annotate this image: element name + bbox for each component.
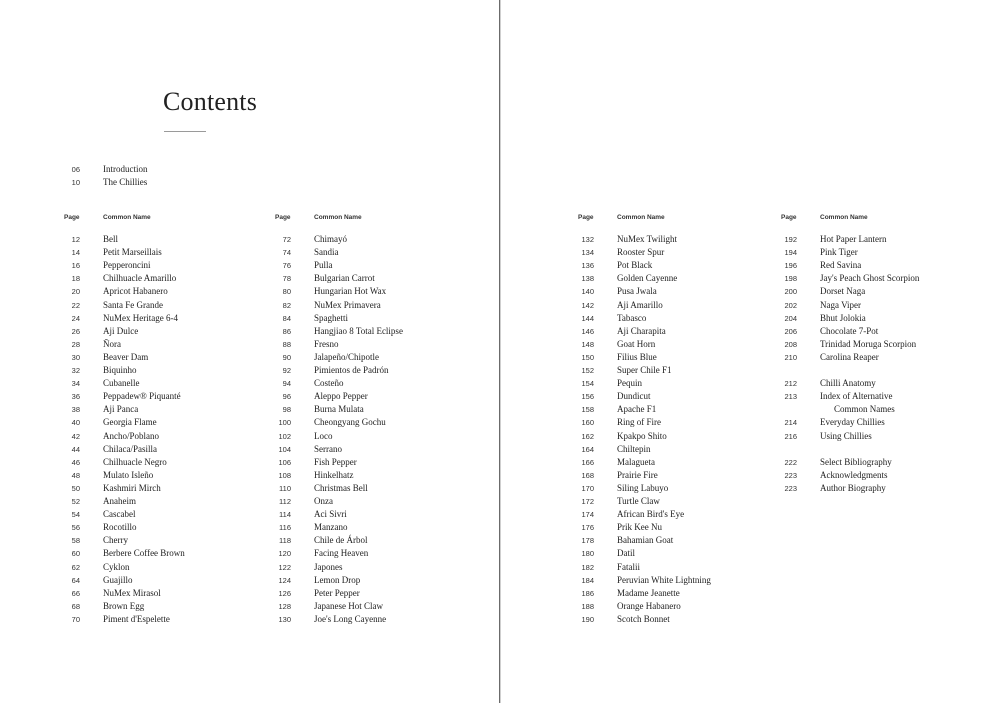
entry-page-number: 200 — [784, 287, 797, 297]
entry-page-number: 28 — [71, 339, 80, 349]
contents-entry-link[interactable]: Jay's Peach Ghost Scorpion — [820, 273, 920, 284]
contents-entry-link[interactable]: Trinidad Moruga Scorpion — [820, 338, 917, 349]
column-header-page: Page — [578, 214, 594, 221]
contents-entry-link[interactable]: Cubanelle — [103, 378, 140, 389]
contents-entry-link[interactable]: Serrano — [314, 443, 342, 454]
contents-entry-link[interactable]: Author Biography — [820, 482, 886, 493]
entry-page-number: 196 — [784, 261, 797, 271]
contents-entry-link[interactable]: Chilhuacle Amarillo — [103, 273, 177, 284]
contents-entry-link[interactable]: Ring of Fire — [617, 417, 661, 428]
contents-entry-link[interactable]: NuMex Mirasol — [103, 587, 161, 598]
contents-entry-link[interactable]: Bhut Jolokia — [820, 312, 866, 323]
contents-entry-link[interactable]: Kpakpo Shito — [617, 430, 667, 441]
contents-entry-link[interactable]: Acknowledgments — [820, 469, 888, 480]
entry-page-number: 118 — [279, 536, 291, 546]
contents-entry-link[interactable]: Datil — [617, 548, 635, 559]
entry-page-number: 210 — [784, 352, 797, 362]
entry-page-number: 58 — [71, 536, 80, 546]
entry-page-number: 172 — [581, 497, 594, 506]
contents-entry-link[interactable]: Peruvian White Lightning — [617, 574, 711, 585]
entry-page-number: 184 — [581, 575, 594, 585]
contents-entry-link[interactable]: Scotch Bonnet — [617, 613, 670, 624]
contents-entry-link[interactable]: Hungarian Hot Wax — [314, 286, 387, 297]
entry-page-number: 168 — [581, 470, 594, 480]
entry-page-number: 223 — [784, 470, 797, 480]
contents-entry-link[interactable]: Golden Cayenne — [617, 273, 678, 284]
entry-page-number: 214 — [784, 418, 797, 428]
intro-page-number: 06 — [71, 165, 80, 174]
contents-entry-link[interactable]: Rocotillo — [103, 522, 137, 533]
entry-page-number: 134 — [581, 248, 594, 258]
entry-page-number: 223 — [784, 483, 797, 493]
entry-page-number: 38 — [71, 405, 80, 415]
contents-entry-link[interactable]: Peppadew® Piquanté — [103, 391, 181, 402]
contents-entry-link[interactable]: Prairie Fire — [617, 469, 658, 480]
contents-entry-link[interactable]: NuMex Twilight — [617, 234, 677, 244]
contents-entry-link[interactable]: Chocolate 7-Pot — [820, 325, 879, 336]
entry-page-number: 166 — [581, 457, 594, 467]
contents-entry-link[interactable]: Ancho/Poblano — [103, 430, 159, 441]
entry-page-number: 212 — [784, 379, 797, 389]
entry-page-number: 76 — [282, 261, 291, 271]
contents-entry-link[interactable]: Madame Jeanette — [617, 587, 680, 598]
entry-page-number: 110 — [279, 483, 291, 493]
contents-entry-link[interactable]: Hinkelhatz — [314, 469, 354, 480]
entry-page-number: 30 — [71, 352, 80, 362]
entry-page-number: 116 — [279, 523, 291, 533]
entry-page-number: 80 — [282, 287, 291, 297]
entry-page-number: 34 — [71, 379, 80, 389]
entry-page-number: 66 — [71, 588, 80, 598]
column-header-common-name: Common Name — [103, 214, 151, 221]
contents-entry-link[interactable]: Turtle Claw — [617, 496, 660, 506]
entry-page-number: 186 — [581, 588, 594, 598]
column-header-common-name: Common Name — [617, 214, 665, 221]
entry-page-number: 64 — [71, 575, 80, 585]
entry-page-number: 140 — [581, 287, 594, 297]
entry-page-number: 72 — [282, 235, 291, 244]
entry-page-number: 206 — [784, 326, 797, 336]
contents-entry-link[interactable]: NuMex Heritage 6-4 — [103, 312, 178, 323]
entry-page-number: 114 — [279, 510, 291, 520]
contents-entry-link[interactable]: Common Names — [834, 404, 895, 415]
entry-page-number: 96 — [282, 392, 291, 402]
entry-page-number: 198 — [784, 274, 797, 284]
entry-page-number: 150 — [581, 352, 594, 362]
contents-entry-link[interactable]: African Bird's Eye — [617, 509, 685, 520]
contents-entry-link[interactable]: Piment d'Espelette — [103, 613, 170, 624]
entry-page-number: 158 — [581, 405, 594, 415]
contents-entry-link[interactable]: Onza — [314, 496, 333, 506]
contents-entry-link[interactable]: Biquinho — [103, 365, 137, 375]
entry-page-number: 202 — [784, 300, 797, 310]
entry-page-number: 24 — [71, 313, 80, 323]
contents-entry-link[interactable]: Kashmiri Mirch — [103, 482, 161, 493]
entry-page-number: 56 — [71, 523, 80, 533]
entry-page-number: 90 — [282, 352, 291, 362]
contents-entry-link[interactable]: Christmas Bell — [314, 482, 368, 493]
contents-entry-link[interactable]: Aji Dulce — [103, 325, 139, 336]
title-underline — [164, 131, 206, 132]
contents-entry-link[interactable]: Joe's Long Cayenne — [314, 613, 387, 624]
entry-page-number: 208 — [784, 339, 797, 349]
contents-entry-link[interactable]: Loco — [314, 430, 333, 441]
contents-entry-link[interactable]: Fatalii — [617, 561, 640, 572]
entry-page-number: 16 — [71, 261, 80, 271]
contents-entry-link[interactable]: Lemon Drop — [314, 574, 361, 585]
contents-entry-link[interactable]: Orange Habanero — [617, 600, 681, 611]
contents-entry-link[interactable]: Aleppo Pepper — [314, 391, 368, 402]
column-header-common-name: Common Name — [314, 214, 362, 221]
contents-entry-link[interactable]: Japones — [314, 561, 343, 572]
contents-entry-link[interactable]: Burna Mulata — [314, 404, 364, 415]
contents-entry-link[interactable]: Cherry — [103, 535, 128, 546]
entry-page-number: 188 — [581, 601, 594, 611]
page-title: Contents — [163, 87, 258, 116]
contents-entry-link[interactable]: Ñora — [103, 338, 121, 349]
contents-entry-link[interactable]: Chile de Árbol — [314, 535, 368, 546]
entry-page-number: 20 — [71, 287, 80, 297]
contents-entry-link[interactable]: Super Chile F1 — [617, 365, 672, 375]
entry-page-number: 182 — [581, 562, 594, 572]
entry-page-number: 192 — [784, 235, 797, 244]
entry-page-number: 98 — [282, 405, 291, 415]
column-header-page: Page — [64, 214, 80, 221]
contents-entry-link[interactable]: Fish Pepper — [314, 456, 357, 467]
entry-page-number: 222 — [784, 457, 797, 467]
contents-entry-link[interactable]: Index of Alternative — [820, 391, 893, 402]
entry-page-number: 50 — [71, 483, 80, 493]
contents-entry-link[interactable]: Pequin — [617, 378, 643, 389]
column-header-common-name: Common Name — [820, 214, 868, 221]
contents-entry-link[interactable]: Aji Charapita — [617, 325, 666, 336]
entry-page-number: 46 — [71, 457, 80, 467]
entry-page-number: 126 — [278, 588, 291, 598]
contents-entry-link[interactable]: Peter Pepper — [314, 587, 360, 598]
contents-entry-link[interactable]: Tabasco — [617, 312, 647, 323]
entry-page-number: 112 — [279, 497, 291, 506]
contents-entry-link[interactable]: Spaghetti — [314, 312, 348, 323]
contents-entry-link[interactable]: Bahamian Goat — [617, 535, 674, 546]
entry-page-number: 142 — [581, 300, 594, 310]
contents-entry-link[interactable]: Prik Kee Nu — [617, 522, 662, 533]
entry-page-number: 174 — [581, 510, 594, 520]
entry-page-number: 100 — [278, 418, 291, 428]
entry-page-number: 62 — [71, 562, 80, 572]
entry-page-number: 124 — [278, 575, 291, 585]
contents-entry-link[interactable]: Costeño — [314, 378, 344, 389]
contents-entry-link[interactable]: Rooster Spur — [617, 247, 665, 258]
contents-entry-link[interactable]: Dorset Naga — [820, 286, 866, 297]
contents-entry-link[interactable]: Brown Egg — [103, 600, 145, 611]
contents-entry-link[interactable]: Naga Viper — [820, 299, 862, 310]
entry-page-number: 52 — [71, 497, 80, 506]
contents-entry-link[interactable]: Red Savina — [820, 260, 862, 271]
entry-page-number: 162 — [581, 431, 594, 441]
entry-page-number: 60 — [71, 549, 80, 559]
entry-page-number: 44 — [71, 444, 80, 454]
contents-entry-link[interactable]: Aji Panca — [103, 404, 139, 415]
contents-entry-link[interactable]: Sandia — [314, 247, 339, 258]
entry-page-number: 94 — [282, 379, 291, 389]
entry-page-number: 154 — [581, 379, 594, 389]
contents-entry-link[interactable]: Chilli Anatomy — [820, 378, 876, 389]
contents-entry-link[interactable]: Apache F1 — [617, 404, 657, 415]
contents-entry-link[interactable]: Georgia Flame — [103, 417, 157, 428]
entry-page-number: 138 — [581, 274, 594, 284]
contents-entry-link[interactable]: Pepperoncini — [103, 260, 151, 271]
contents-entry-link[interactable]: Hot Paper Lantern — [820, 234, 887, 244]
entry-page-number: 132 — [581, 235, 594, 244]
contents-entry-link[interactable]: Bell — [103, 234, 118, 244]
entry-page-number: 136 — [581, 261, 594, 271]
entry-page-number: 156 — [581, 392, 594, 402]
entry-page-number: 122 — [278, 562, 291, 572]
entry-page-number: 120 — [278, 549, 291, 559]
contents-entry-link[interactable]: Bulgarian Carrot — [314, 273, 375, 284]
contents-entry-link[interactable]: Pulla — [314, 260, 333, 271]
entry-page-number: 78 — [282, 274, 291, 284]
contents-entry-link[interactable]: Aci Sivri — [314, 509, 347, 520]
contents-entry-link[interactable]: Jalapeño/Chipotle — [314, 351, 379, 362]
entry-page-number: 164 — [581, 444, 594, 454]
entry-page-number: 152 — [581, 366, 594, 375]
contents-entry-link[interactable]: Pot Black — [617, 260, 653, 271]
contents-entry-link[interactable]: Filius Blue — [617, 351, 657, 362]
contents-entry-link[interactable]: NuMex Primavera — [314, 299, 381, 310]
contents-entry-link[interactable]: Cascabel — [103, 509, 136, 520]
contents-entry-link[interactable]: Chiltepin — [617, 443, 651, 454]
contents-entry-link[interactable]: Berbere Coffee Brown — [103, 548, 185, 559]
entry-page-number: 82 — [282, 300, 291, 310]
contents-entry-link[interactable]: Cyklon — [103, 561, 130, 572]
column-header-page: Page — [275, 214, 291, 221]
contents-entry-link[interactable]: Pusa Jwala — [617, 286, 657, 297]
entry-page-number: 84 — [282, 313, 291, 323]
entry-page-number: 88 — [282, 339, 291, 349]
entry-page-number: 26 — [71, 326, 80, 336]
entry-page-number: 92 — [282, 366, 291, 375]
entry-page-number: 180 — [581, 549, 594, 559]
entry-page-number: 104 — [278, 444, 291, 454]
contents-entry-link[interactable]: Chilaca/Pasilla — [103, 443, 157, 454]
contents-entry-link[interactable]: Hangjiao 8 Total Eclipse — [314, 325, 403, 336]
entry-page-number: 86 — [282, 326, 291, 336]
entry-page-number: 108 — [278, 470, 291, 480]
contents-entry-link[interactable]: Select Bibliography — [820, 456, 892, 467]
contents-entry-link[interactable]: Using Chillies — [820, 430, 872, 441]
entry-page-number: 22 — [71, 300, 80, 310]
entry-page-number: 213 — [784, 392, 797, 402]
entry-page-number: 216 — [784, 431, 797, 441]
contents-entry-link[interactable]: Malagueta — [617, 456, 655, 467]
entry-page-number: 176 — [581, 523, 594, 533]
contents-entry-link[interactable]: Cheongyang Gochu — [314, 417, 386, 428]
contents-entry-link[interactable]: Beaver Dam — [103, 351, 149, 362]
contents-entry-link[interactable]: Aji Amarillo — [617, 299, 663, 310]
contents-entry-link[interactable]: Goat Horn — [617, 338, 656, 349]
contents-entry-link[interactable]: Dundicut — [617, 391, 651, 402]
entry-page-number: 106 — [278, 457, 291, 467]
entry-page-number: 40 — [71, 418, 80, 428]
contents-entry-link[interactable]: Fresno — [314, 338, 339, 349]
entry-page-number: 170 — [581, 483, 594, 493]
entry-page-number: 144 — [581, 313, 594, 323]
contents-entry-link[interactable]: Manzano — [314, 522, 348, 533]
entry-page-number: 178 — [581, 536, 594, 546]
entry-page-number: 48 — [71, 470, 80, 480]
entry-page-number: 68 — [71, 601, 80, 611]
contents-entry-link[interactable]: Guajillo — [103, 574, 133, 585]
contents-entry-link[interactable]: Mulato Isleño — [103, 469, 154, 480]
contents-entry-link[interactable]: Japanese Hot Claw — [314, 600, 383, 611]
contents-entry-link[interactable]: Pimientos de Padrón — [314, 365, 389, 375]
contents-entry-link[interactable]: Santa Fe Grande — [103, 299, 163, 310]
entry-page-number: 70 — [71, 614, 80, 624]
contents-entry-link[interactable]: Facing Heaven — [314, 548, 369, 559]
entry-page-number: 102 — [278, 431, 291, 441]
column-header-page: Page — [781, 214, 797, 221]
entry-page-number: 130 — [278, 614, 291, 624]
entry-page-number: 194 — [784, 248, 797, 258]
entry-page-number: 14 — [71, 248, 80, 258]
entry-page-number: 12 — [71, 235, 80, 244]
entry-page-number: 18 — [71, 274, 80, 284]
entry-page-number: 36 — [71, 392, 80, 402]
entry-page-number: 204 — [784, 313, 797, 323]
contents-entry-link[interactable]: Petit Marseillais — [103, 247, 162, 258]
entry-page-number: 74 — [282, 248, 291, 258]
entry-page-number: 146 — [581, 326, 594, 336]
entry-page-number: 32 — [71, 366, 80, 375]
book-spine-shadow — [500, 0, 501, 703]
contents-entry-link[interactable]: Anaheim — [103, 496, 136, 506]
entry-page-number: 42 — [71, 431, 80, 441]
intro-page-number: 10 — [71, 178, 80, 188]
entry-page-number: 190 — [581, 614, 594, 624]
contents-entry-link[interactable]: Apricot Habanero — [103, 286, 168, 297]
entry-page-number: 148 — [581, 339, 594, 349]
contents-entry-link[interactable]: Pink Tiger — [820, 247, 858, 258]
entry-page-number: 160 — [581, 418, 594, 428]
entry-page-number: 54 — [71, 510, 80, 520]
intro-entry-link[interactable]: Introduction — [103, 164, 148, 174]
entry-page-number: 128 — [278, 601, 291, 611]
contents-entry-link[interactable]: Chilhuacle Negro — [103, 456, 167, 467]
contents-entry-link[interactable]: Everyday Chillies — [820, 417, 885, 428]
contents-entry-link[interactable]: Chimayó — [314, 234, 347, 244]
contents-entry-link[interactable]: Siling Labuyo — [617, 482, 669, 493]
intro-entry-link[interactable]: The Chillies — [103, 177, 148, 188]
contents-entry-link[interactable]: Carolina Reaper — [820, 351, 879, 362]
